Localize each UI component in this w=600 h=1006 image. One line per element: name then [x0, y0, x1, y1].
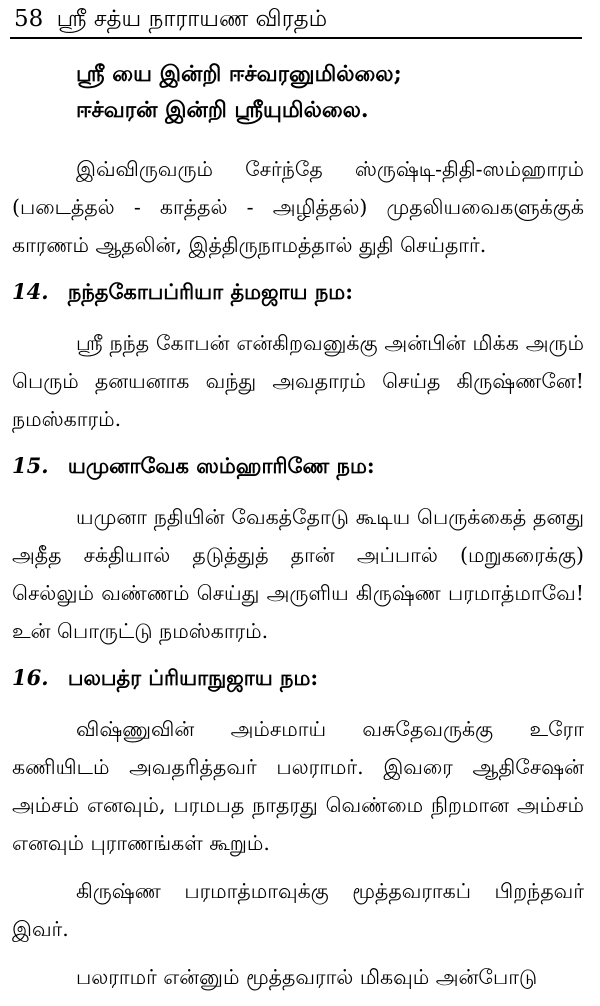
section-number: 16. — [12, 665, 49, 690]
header-rule — [10, 37, 582, 39]
section-title: நந்தகோபப்ரியா த்மஜாய நம: — [67, 279, 353, 304]
section-title: பலபத்ர ப்ரியாநுஜாய நம: — [67, 665, 319, 690]
section-paragraph: விஷ்ணுவின் அம்சமாய் வசுதேவருக்கு உரோ கணியிடம் அவதரித்தவர் பலராமர். இவரை ஆதிசேஷன் அம்சம் எனவும், பரமபத நாதரது வெண்மை நிறமான அம்சம் எனவும் புராணங்கள் கூறும். — [12, 717, 584, 855]
section-paragraph: கிருஷ்ண பரமாத்மாவுக்கு மூத்தவராகப் பிறந்தவர் இவர். — [12, 879, 584, 941]
verse-block — [12, 56, 584, 128]
section-title: யமுனாவேக ஸம்ஹாரிணே நம: — [67, 453, 375, 478]
page-content — [12, 56, 584, 1006]
page-header — [14, 2, 586, 38]
page-number: 58 — [14, 6, 44, 32]
section-paragraph: பலராமர் என்னும் மூத்தவரால் மிகவும் அன்போடு — [76, 965, 538, 989]
section-paragraph: ஸ்ரீ நந்த கோபன் என்கிறவனுக்கு அன்பின் மிக்க அரும் பெரும் தனயனாக வந்து அவதாரம் செய்த கிருஷ்ணனே! நமஸ்காரம். — [12, 331, 584, 431]
verse-line: ஈச்வரன் இன்றி ஸ்ரீயுமில்லை. — [76, 97, 369, 123]
section-heading — [12, 448, 584, 484]
running-title: ஸ்ரீ சத்ய நாராயண விரதம் — [56, 6, 328, 32]
section-heading — [12, 660, 584, 696]
section-number: 14. — [12, 279, 49, 304]
section-paragraph: யமுனா நதியின் வேகத்தோடு கூடிய பெருக்கைத் தனது அதீத சக்தியால் தடுத்துத் தான் அப்பால் (மறுகரைக்கு) செல்லும் வண்ணம் செய்து அருளிய கிருஷ்ண பரமாத்மாவே! உன் பொருட்டு நமஸ்காரம். — [12, 505, 584, 643]
section-number: 15. — [12, 453, 49, 478]
verse-line: ஸ்ரீ யை இன்றி ஈச்வரனுமில்லை; — [76, 61, 402, 87]
section-heading — [12, 274, 584, 310]
intro-paragraph: இவ்விருவரும் சேர்ந்தே ஸ்ருஷ்டி-திதி-ஸம்ஹாரம் (படைத்தல் - காத்தல் - அழித்தல்) முதலியவைகளுக்குக் காரணம் ஆதலின், இத்திருநாமத்தால் துதி செய்தார். — [12, 157, 584, 257]
